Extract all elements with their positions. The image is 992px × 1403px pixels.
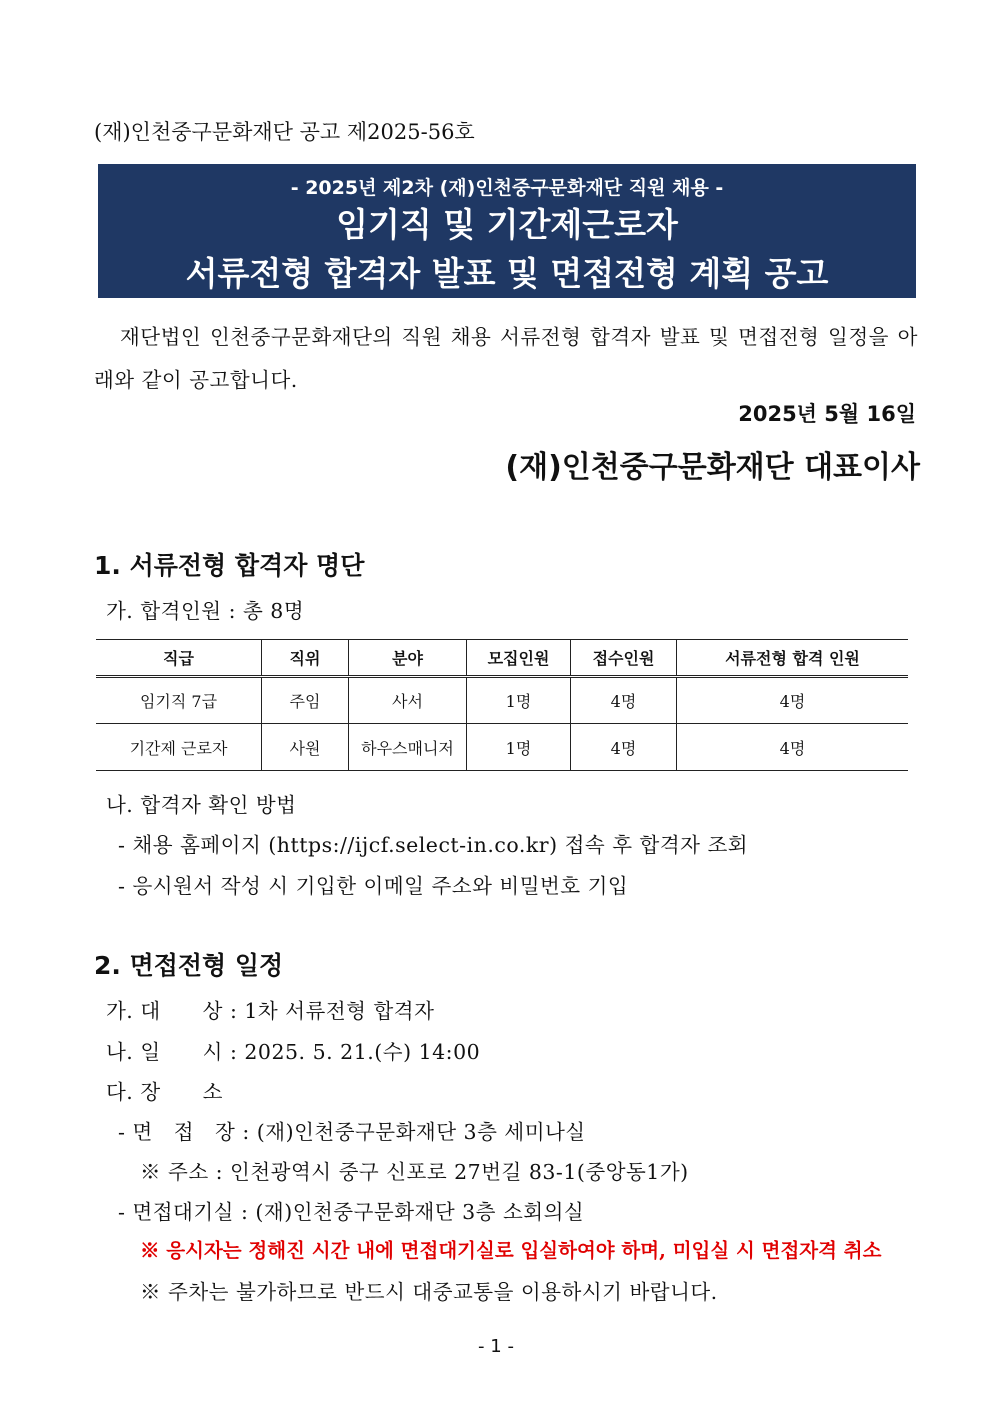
table-cell: 주임 [262,677,349,724]
table-row [96,677,908,724]
table-cell: 4명 [571,677,677,724]
interview-datetime: 나. 일 시 : 2025. 5. 21.(수) 14:00 [106,1040,481,1064]
table-header-row [96,640,908,677]
banner-subtitle: - 2025년 제2차 (재)인천중구문화재단 직원 채용 - [290,177,724,199]
signature: (재)인천중구문화재단 대표이사 [505,450,920,485]
intro-paragraph: 재단법인 인천중구문화재단의 직원 채용 서류전형 합격자 발표 및 면접전형 일정을 아래와 같이 공고합니다. [94,325,918,392]
table-cell: 4명 [677,724,909,771]
section1-item-b: 나. 합격자 확인 방법 [106,793,297,817]
table-header-cell: 직위 [262,640,349,677]
check-method-homepage: - 채용 홈페이지 (https://ijcf.select-in.co.kr) 접속 후 합격자 조회 [118,833,749,857]
parking-notice: ※ 주차는 불가하므로 반드시 대중교통을 이용하시기 바랍니다. [140,1280,718,1304]
table-cell: 4명 [571,724,677,771]
banner-title-line2: 서류전형 합격자 발표 및 면접전형 계획 공고 [185,254,829,293]
notice-number: (재)인천중구문화재단 공고 제2025-56호 [94,120,475,144]
table-header-cell: 서류전형 합격 인원 [677,640,909,677]
section2-heading: 2. 면접전형 일정 [94,951,284,980]
table-cell: 임기직 7급 [96,677,262,724]
entry-warning: ※ 응시자는 정해진 시간 내에 면접대기실로 입실하여야 하며, 미입실 시 면접자격 취소 [140,1239,882,1262]
interview-room: - 면 접 장 : (재)인천중구문화재단 3층 세미나실 [118,1120,586,1144]
table-header-cell: 분야 [349,640,467,677]
waiting-room: - 면접대기실 : (재)인천중구문화재단 3층 소회의실 [118,1200,585,1224]
table-header-cell: 모집인원 [467,640,571,677]
title-banner [98,164,916,298]
table-row [96,724,908,771]
interview-address: ※ 주소 : 인천광역시 중구 신포로 27번길 83-1(중앙동1가) [140,1160,689,1184]
passers-table [96,639,908,771]
page-number: - 1 - [478,1336,514,1357]
interview-target: 가. 대 상 : 1차 서류전형 합격자 [106,999,435,1023]
table-cell: 기간제 근로자 [96,724,262,771]
check-method-credentials: - 응시원서 작성 시 기입한 이메일 주소와 비밀번호 기입 [118,874,629,898]
table-cell: 1명 [467,677,571,724]
table-cell: 4명 [677,677,909,724]
table-cell: 사서 [349,677,467,724]
section1-item-a: 가. 합격인원 : 총 8명 [106,599,305,623]
interview-place-label: 다. 장 소 [106,1080,223,1104]
table-header-cell: 직급 [96,640,262,677]
banner-title-line1: 임기직 및 기간제근로자 [336,205,678,244]
table-cell: 1명 [467,724,571,771]
section1-heading: 1. 서류전형 합격자 명단 [94,551,365,580]
table-cell: 하우스매니저 [349,724,467,771]
announcement-date: 2025년 5월 16일 [738,402,916,426]
table-header-cell: 접수인원 [571,640,677,677]
table-cell: 사원 [262,724,349,771]
